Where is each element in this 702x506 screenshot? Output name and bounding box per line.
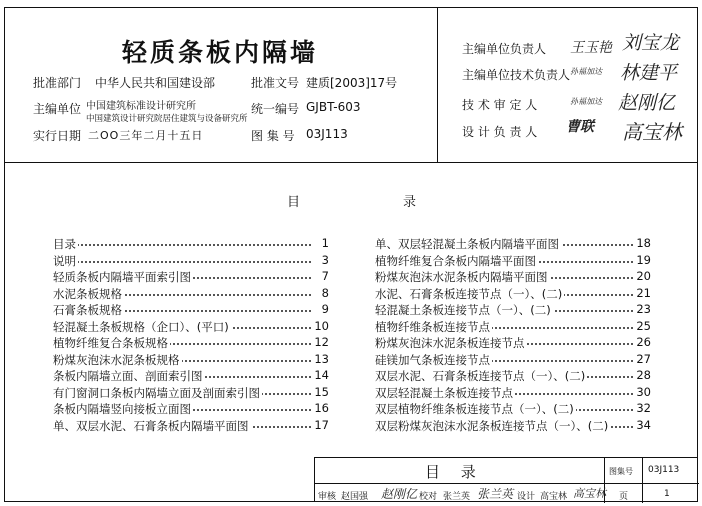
responsible-name-1: 王玉艳	[570, 40, 612, 56]
responsible-name-3: 孙福加达	[570, 97, 602, 106]
contents-heading-right: 录	[403, 195, 417, 210]
unified-no-label: 统一编号	[251, 102, 300, 116]
approval-no-label: 批准文号	[251, 76, 300, 90]
toc-page-number: 13	[314, 351, 329, 366]
title-block-title: 目 录	[425, 463, 484, 481]
toc-entry[interactable]	[375, 319, 651, 335]
toc-entry[interactable]	[53, 352, 329, 368]
toc-label: 条板内隔墙立面、剖面索引图	[53, 369, 203, 383]
review-name: 赵国强	[341, 492, 369, 502]
toc-entry[interactable]	[375, 253, 651, 269]
toc-left-column	[53, 236, 329, 436]
toc-page-number: 21	[636, 285, 651, 300]
responsible-signature-1: 刘宝龙	[622, 32, 680, 54]
design-label: 设计	[517, 492, 536, 502]
toc-page-number: 25	[636, 318, 651, 333]
approval-dept-value: 中华人民共和国建设部	[95, 76, 216, 90]
toc-page-number: 28	[636, 368, 651, 382]
toc-entry[interactable]	[53, 319, 329, 335]
toc-label: 植物纤维复合条板规格	[53, 336, 168, 350]
check-signature: 张兰英	[477, 487, 514, 501]
toc-entry[interactable]	[375, 401, 651, 417]
responsible-label-1: 主编单位负责人	[462, 42, 547, 56]
toc-label: 轻质条板内隔墙平面索引图	[53, 270, 191, 284]
toc-label: 双层水泥、石膏条板连接节点（一）、(二)	[375, 369, 586, 383]
header-divider-vertical	[437, 7, 438, 162]
chief-unit-value-1: 中国建筑标准设计研究所	[86, 101, 196, 112]
toc-entry[interactable]	[375, 335, 651, 351]
toc-entry[interactable]	[53, 269, 329, 285]
toc-label: 粉煤灰泡沫水泥条板内隔墙平面图	[375, 270, 548, 284]
review-label: 审核	[318, 492, 337, 502]
toc-entry[interactable]	[375, 385, 651, 401]
toc-entry[interactable]	[53, 368, 329, 384]
document-title: 轻质条板内隔墙	[122, 38, 319, 67]
contents-heading-left: 目	[287, 195, 301, 210]
toc-page-number: 17	[314, 417, 329, 432]
toc-entry[interactable]	[375, 368, 651, 384]
toc-right-column	[375, 236, 651, 436]
toc-page-number: 26	[636, 335, 651, 349]
unified-no-value: GJBT-603	[306, 100, 361, 114]
toc-page-number: 19	[636, 252, 651, 267]
toc-label: 植物纤维条板连接节点	[375, 319, 490, 334]
toc-entry[interactable]	[53, 418, 329, 434]
toc-page-number: 14	[314, 368, 329, 382]
responsible-signature-3: 赵刚亿	[618, 92, 676, 114]
design-signature: 高宝林	[573, 487, 606, 500]
page-value: 1	[664, 489, 670, 499]
toc-entry[interactable]	[53, 335, 329, 351]
toc-entry[interactable]	[375, 236, 651, 252]
responsible-label-4: 设 计 负 责 人	[462, 125, 538, 139]
toc-entry[interactable]	[375, 302, 651, 318]
toc-page-number: 32	[636, 401, 651, 415]
review-signature: 赵刚亿	[381, 487, 418, 501]
toc-label: 轻混凝土条板连接节点（一）、(二)	[375, 303, 551, 317]
toc-label: 水泥条板规格	[53, 286, 122, 301]
header-divider-horizontal	[4, 162, 698, 163]
toc-label: 说明	[53, 253, 76, 268]
toc-label: 粉煤灰泡沫水泥条板规格	[53, 352, 180, 367]
responsible-signature-2: 林建平	[620, 62, 678, 84]
title-block	[314, 457, 698, 502]
toc-page-number: 30	[636, 384, 651, 399]
toc-label: 植物纤维复合条板内隔墙平面图	[375, 253, 536, 268]
toc-entry[interactable]	[53, 401, 329, 417]
atlas-no-label: 图 集 号	[251, 129, 295, 143]
toc-page-number: 20	[636, 269, 651, 283]
toc-page-number: 18	[636, 236, 651, 250]
toc-label: 单、双层轻混凝土条板内隔墙平面图	[375, 237, 559, 251]
responsible-label-3: 技 术 审 定 人	[462, 98, 538, 112]
toc-label: 双层轻混凝土条板连接节点	[375, 385, 513, 400]
check-label: 校对	[419, 492, 438, 502]
toc-entry[interactable]	[53, 286, 329, 302]
toc-page-number: 7	[313, 269, 329, 283]
toc-page-number: 27	[636, 351, 651, 366]
toc-label: 轻混凝土条板规格（企口）、(平口)	[53, 319, 229, 334]
toc-page-number: 12	[314, 335, 329, 349]
approval-no-value: 建质[2003]17号	[306, 76, 398, 90]
toc-label: 单、双层水泥、石膏条板内隔墙平面图	[53, 418, 249, 433]
atlas-no-value: 03J113	[648, 465, 680, 475]
toc-label: 双层植物纤维条板连接节点（一）、(二)	[375, 402, 574, 416]
responsible-name-2: 孙福加达	[570, 67, 602, 76]
chief-unit-value-2: 中国建筑设计研究院居住建筑与设备研究所	[86, 114, 248, 124]
toc-entry[interactable]	[53, 236, 329, 252]
toc-label: 双层粉煤灰泡沫水泥条板连接节点（一）、(二)	[375, 418, 609, 433]
effective-date-value: 二OO三年二月十五日	[88, 129, 204, 142]
toc-entry[interactable]	[375, 286, 651, 302]
toc-entry[interactable]	[53, 253, 329, 269]
responsible-signature-4: 高宝林	[622, 120, 682, 144]
toc-page-number: 15	[314, 384, 329, 399]
toc-label: 石膏条板规格	[53, 303, 122, 317]
toc-label: 条板内隔墙竖向接板立面图	[53, 402, 191, 416]
page-label: 页	[619, 492, 629, 502]
toc-page-number: 3	[313, 253, 329, 267]
toc-page-number: 10	[314, 318, 329, 333]
toc-page-number: 1	[313, 236, 329, 250]
toc-label: 目录	[53, 237, 76, 251]
atlas-no-value: 03J113	[306, 127, 348, 141]
toc-entry[interactable]	[53, 385, 329, 401]
toc-label: 硅镁加气条板连接节点	[375, 352, 490, 367]
toc-entry[interactable]	[375, 269, 651, 285]
toc-page-number: 8	[313, 286, 329, 300]
chief-unit-label: 主编单位	[33, 102, 82, 116]
title-block-divider	[642, 458, 643, 503]
toc-page-number: 23	[636, 302, 651, 316]
responsible-name-4: 曹联	[566, 119, 594, 135]
toc-page-number: 34	[636, 417, 651, 432]
toc-page-number: 9	[313, 302, 329, 316]
effective-date-label: 实行日期	[33, 129, 82, 143]
toc-entry[interactable]	[53, 302, 329, 318]
responsible-label-2: 主编单位技术负责人	[462, 68, 571, 82]
toc-entry[interactable]	[375, 418, 651, 434]
toc-page-number: 16	[314, 401, 329, 415]
atlas-no-label: 图集号	[609, 467, 633, 476]
toc-label: 有门窗洞口条板内隔墙立面及剖面索引图	[53, 385, 260, 400]
approval-dept-label: 批准部门	[33, 76, 82, 90]
toc-label: 水泥、石膏条板连接节点（一）、(二)	[375, 286, 563, 301]
design-name: 高宝林	[540, 492, 568, 502]
toc-label: 粉煤灰泡沫水泥条板连接节点	[375, 336, 525, 350]
toc-entry[interactable]	[375, 352, 651, 368]
check-name: 张兰英	[443, 492, 471, 502]
